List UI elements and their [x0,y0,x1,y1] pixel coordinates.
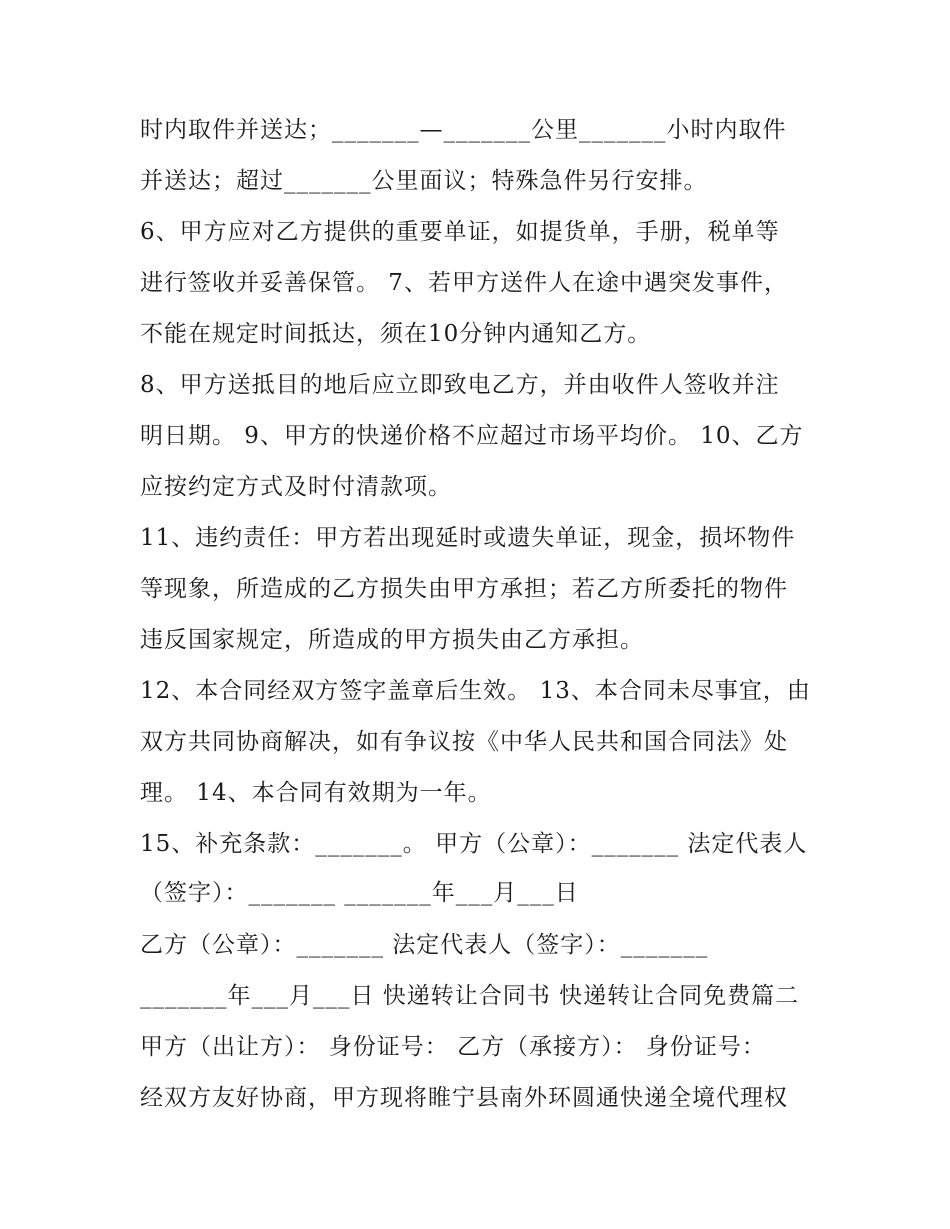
text-line-9: 11、违约责任：甲方若出现延时或遗失单证，现金，损坏物件 [140,525,796,551]
text-line-13: 双方共同协商解决，如有争议按《中华人民共和国合同法》处 [140,729,788,755]
text-line-7: 明日期。 9、甲方的快递价格不应超过市场平均价。 10、乙方 [140,423,804,449]
text-line-19: 甲方（出让方）： 身份证号： 乙方（承接方）： 身份证号： [140,1034,766,1060]
text-line-17: 乙方（公章）：_______ 法定代表人（签字）：_______ [140,932,709,958]
text-line-16: （签字）：_______ _______年___月___日 [140,880,579,906]
text-line-14: 理。 14、本合同有效期为一年。 [140,780,492,806]
text-line-6: 8、甲方送抵目的地后应立即致电乙方，并由收件人签收并注 [140,372,780,398]
text-line-12: 12、本合同经双方签字盖章后生效。 13、本合同未尽事宜，由 [140,678,811,704]
text-line-5: 不能在规定时间抵达，须在10分钟内通知乙方。 [140,321,652,347]
text-line-10: 等现象，所造成的乙方损失由甲方承担；若乙方所委托的物件 [140,576,788,602]
text-line-4: 进行签收并妥善保管。 7、若甲方送件人在途中遇突发事件， [140,270,788,296]
text-line-11: 违反国家规定，所造成的甲方损失由乙方承担。 [140,627,644,653]
text-line-3: 6、甲方应对乙方提供的重要单证，如提货单，手册，税单等 [140,219,780,245]
text-line-1: 时内取件并送达；_______—_______公里_______小时内取件 [140,117,787,143]
text-line-15: 15、补充条款：_______。 甲方（公章）：_______ 法定代表人 [140,831,808,857]
text-line-20: 经双方友好协商，甲方现将睢宁县南外环圆通快递全境代理权 [140,1085,788,1111]
text-line-8: 应按约定方式及时付清款项。 [140,474,452,500]
text-line-2: 并送达；超过_______公里面议；特殊急件另行安排。 [140,168,708,194]
text-line-18: _______年___月___日 快递转让合同书 快递转让合同免费篇二 [140,983,800,1009]
